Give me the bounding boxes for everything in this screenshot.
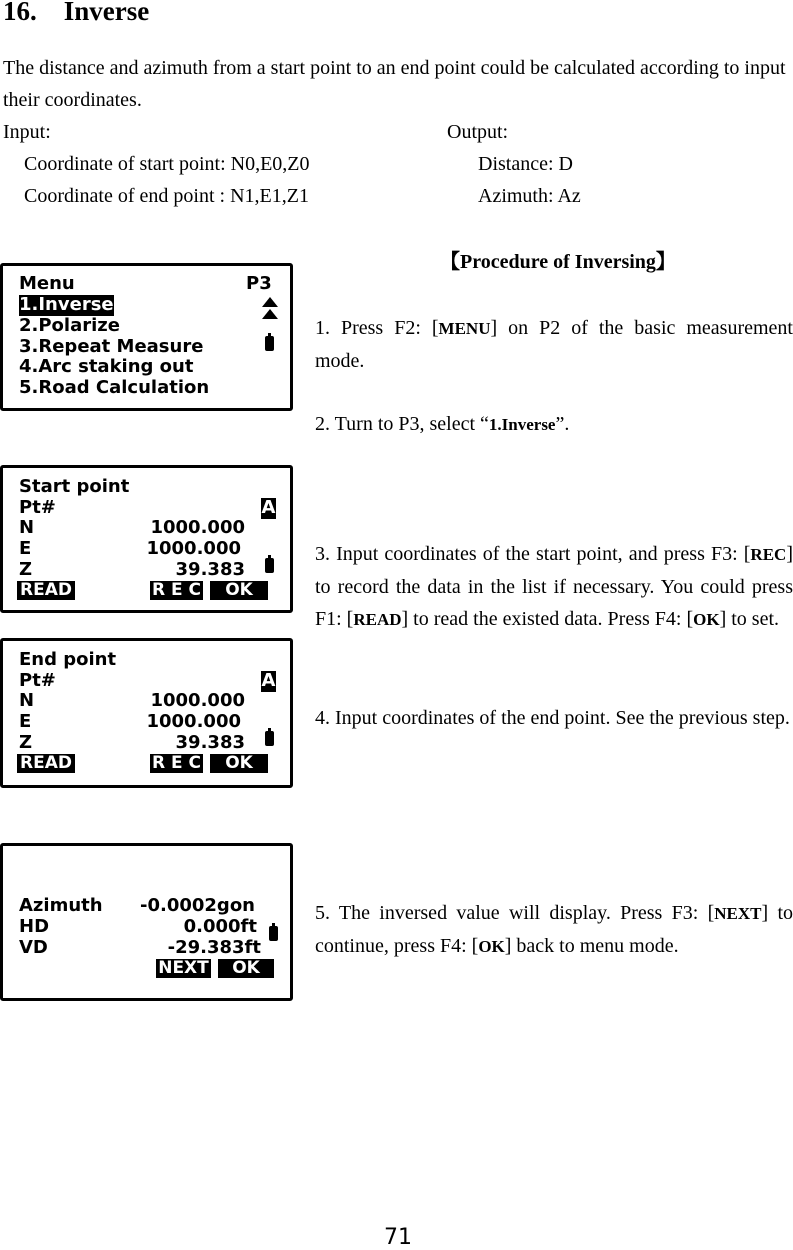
intro-paragraph: The distance and azimuth from a start point to an end point could be calculated according to input their coordinates. bbox=[3, 57, 786, 111]
step-3: 3. Input coordinates of the start point, and press F3: [REC] to record the data in the list if necessary. You could press F1: [READ] to read the existed data. Press F4: [OK] to set. bbox=[315, 543, 793, 630]
battery-icon bbox=[269, 926, 278, 941]
input-line-start: Coordinate of start point: N0,E0,Z0 bbox=[24, 153, 310, 175]
softkey-rec[interactable]: R E C bbox=[151, 580, 202, 600]
battery-icon bbox=[265, 731, 274, 746]
start-e-label: E bbox=[19, 538, 32, 559]
input-mode-badge: A bbox=[261, 670, 276, 691]
end-pt-label: Pt# bbox=[19, 670, 56, 691]
hd-value: 0.000ft bbox=[183, 916, 257, 937]
start-z-label: Z bbox=[19, 559, 33, 580]
section-title: Inverse bbox=[63, 0, 150, 26]
key-inverse: 1.Inverse bbox=[488, 415, 556, 434]
battery-icon bbox=[265, 336, 274, 351]
end-z-label: Z bbox=[19, 732, 33, 753]
section-number: 16. bbox=[3, 0, 37, 26]
key-rec: REC bbox=[750, 545, 787, 564]
page-up-icon bbox=[261, 296, 279, 324]
key-ok: OK bbox=[478, 937, 505, 956]
output-line-azimuth: Azimuth: Az bbox=[478, 185, 581, 207]
menu-title: Menu bbox=[19, 273, 75, 294]
battery-icon bbox=[265, 558, 274, 573]
softkey-ok[interactable]: OK bbox=[218, 959, 274, 978]
input-mode-badge: A bbox=[261, 497, 276, 518]
menu-item-road-calculation[interactable]: 5.Road Calculation bbox=[19, 377, 210, 398]
azimuth-value: -0.0002gon bbox=[140, 895, 255, 916]
end-n-label: N bbox=[19, 690, 35, 711]
procedure-title: 【Procedure of Inversing】 bbox=[440, 251, 676, 273]
start-n-value[interactable]: 1000.000 bbox=[150, 517, 245, 538]
page-number: 71 bbox=[384, 1225, 412, 1250]
key-menu: MENU bbox=[438, 319, 491, 338]
vd-value: -29.383ft bbox=[167, 937, 261, 958]
result-screen bbox=[0, 843, 293, 1001]
output-label: Output: bbox=[447, 121, 509, 143]
azimuth-label: Azimuth bbox=[19, 895, 103, 916]
end-title: End point bbox=[19, 649, 117, 670]
end-z-value[interactable]: 39.383 bbox=[175, 732, 245, 753]
start-title: Start point bbox=[19, 476, 130, 497]
softkey-rec[interactable]: R E C bbox=[151, 753, 202, 773]
end-e-label: E bbox=[19, 711, 32, 732]
start-e-value[interactable]: 1000.000 bbox=[146, 538, 241, 559]
step-5: 5. The inversed value will display. Press F3: [NEXT] to continue, press F4: [OK] back to menu mode. bbox=[315, 902, 793, 957]
section-heading bbox=[3, 0, 149, 27]
step-1: 1. Press F2: [MENU] on P2 of the basic measurement mode. bbox=[315, 317, 793, 372]
input-line-end: Coordinate of end point : N1,E1,Z1 bbox=[24, 185, 309, 207]
vd-label: VD bbox=[19, 937, 48, 958]
end-point-screen bbox=[0, 638, 293, 788]
softkey-ok[interactable]: OK bbox=[210, 581, 268, 600]
menu-item-inverse[interactable]: 1.Inverse bbox=[19, 294, 114, 315]
softkey-next[interactable]: NEXT bbox=[156, 959, 211, 978]
menu-item-arc-staking[interactable]: 4.Arc staking out bbox=[19, 356, 194, 377]
start-n-label: N bbox=[19, 517, 35, 538]
hd-label: HD bbox=[19, 916, 50, 937]
softkey-ok[interactable]: OK bbox=[210, 754, 268, 773]
step-2: 2. Turn to P3, select “1.Inverse”. bbox=[315, 413, 570, 435]
start-z-value[interactable]: 39.383 bbox=[175, 559, 245, 580]
key-next: NEXT bbox=[714, 904, 762, 923]
end-n-value[interactable]: 1000.000 bbox=[150, 690, 245, 711]
start-pt-label: Pt# bbox=[19, 497, 56, 518]
softkey-read[interactable]: READ bbox=[17, 754, 75, 773]
softkey-read[interactable]: READ bbox=[17, 581, 75, 600]
output-line-distance: Distance: D bbox=[478, 153, 573, 175]
input-label: Input: bbox=[3, 121, 51, 143]
menu-item-repeat-measure[interactable]: 3.Repeat Measure bbox=[19, 336, 204, 357]
menu-page: P3 bbox=[246, 273, 272, 294]
menu-screen bbox=[0, 263, 293, 411]
start-point-screen bbox=[0, 465, 293, 613]
menu-item-polarize[interactable]: 2.Polarize bbox=[19, 315, 120, 336]
step-4: 4. Input coordinates of the end point. See the previous step. bbox=[315, 707, 790, 729]
end-e-value[interactable]: 1000.000 bbox=[146, 711, 241, 732]
key-ok: OK bbox=[693, 610, 720, 629]
key-read: READ bbox=[353, 610, 402, 629]
